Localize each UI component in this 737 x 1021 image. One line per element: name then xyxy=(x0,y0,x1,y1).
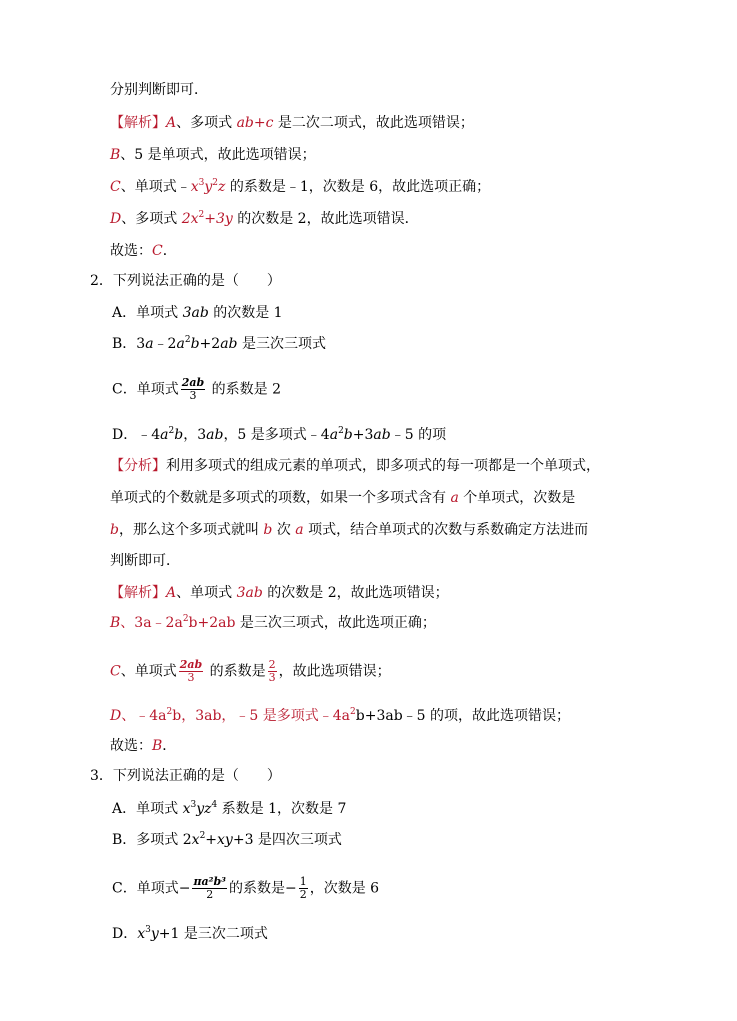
math-expr: 、﹣4a xyxy=(121,708,167,724)
analysis-tag: 【解析】 xyxy=(110,115,166,131)
analysis-line xyxy=(110,456,600,476)
option-c xyxy=(112,377,281,402)
math-expr: ab xyxy=(206,427,224,443)
text: +1 是三次二项式 xyxy=(158,926,268,942)
denominator: 2 xyxy=(299,888,307,901)
text: C．单项式− xyxy=(112,880,191,897)
text: ，5 是多项式﹣4 xyxy=(223,427,330,443)
text: A．单项式 xyxy=(112,801,183,817)
text: 的系数是 xyxy=(205,663,266,680)
text: 次 xyxy=(272,522,296,538)
solution-text-line xyxy=(110,177,490,197)
text: 利用多项式的组成元素的单项式，即多项式的每一项都是一个单项式， xyxy=(166,458,600,474)
text: 项式，结合单项式的次数与系数确定方法进而 xyxy=(303,522,589,538)
text: 系数是 1，次数是 7 xyxy=(217,801,347,817)
text: 2．下列说法正确的是（ ） xyxy=(90,273,281,289)
text: 的系数是 2 xyxy=(207,381,282,398)
text: 、单项式 xyxy=(120,663,177,680)
text: A．单项式 xyxy=(112,305,183,321)
math-expr: z xyxy=(204,801,212,817)
exponent: 2 xyxy=(338,426,344,436)
option-a xyxy=(112,303,283,323)
text: ﹣5 的项 xyxy=(390,427,447,443)
exponent: 2 xyxy=(182,614,189,624)
solution-text-line xyxy=(110,659,391,684)
text: ，次数是 6 xyxy=(309,880,380,897)
math-expr: b xyxy=(263,522,273,538)
math-expr: x xyxy=(182,801,191,817)
numerator: 2 xyxy=(268,658,276,671)
numerator: πa²b³ xyxy=(193,875,226,888)
math-expr: b+2ab xyxy=(188,615,236,631)
math-expr: 、3a﹣2a xyxy=(120,615,183,631)
math-expr: +3y xyxy=(204,211,233,227)
math-expr: ab xyxy=(220,336,238,352)
solution-text-line xyxy=(110,80,208,100)
text: 、单项式 xyxy=(176,585,237,601)
text: 是二次二项式，故此选项错误； xyxy=(273,115,474,131)
numerator: 1 xyxy=(299,875,307,888)
text: 分别判断即可． xyxy=(110,82,208,98)
option-b xyxy=(112,334,326,354)
math-expr: b xyxy=(174,427,184,443)
analysis-tag: 【分析】 xyxy=(110,458,166,474)
math-expr: 3ab xyxy=(236,585,263,601)
denominator: 2 xyxy=(206,888,214,901)
text: ． xyxy=(162,243,177,259)
fraction xyxy=(299,876,308,901)
math-expr: 2x xyxy=(181,211,199,227)
math-expr: z xyxy=(218,179,226,195)
text: D． xyxy=(112,926,138,942)
answer-line xyxy=(110,736,176,756)
option-a xyxy=(112,799,346,819)
option-letter: D xyxy=(110,211,122,227)
answer-letter: C xyxy=(152,243,163,259)
text: B．多项式 2 xyxy=(112,832,192,848)
math-expr: b xyxy=(110,522,119,538)
option-b xyxy=(112,830,342,850)
exponent: 2 xyxy=(166,707,173,717)
text: 单项式的个数就是多项式的项数，如果一个多项式含有 xyxy=(110,490,451,506)
text: +3 是四次三项式 xyxy=(232,832,342,848)
text: 的次数是 1 xyxy=(208,305,283,321)
text: b+3ab﹣5 的项，故此选项错误； xyxy=(355,708,571,724)
analysis-tag: 【解析】 xyxy=(110,585,166,601)
math-expr: x xyxy=(137,926,146,942)
text: ． xyxy=(162,738,177,754)
option-letter: B xyxy=(110,147,121,163)
solution-text-line xyxy=(110,145,316,165)
option-letter: D xyxy=(110,708,122,724)
text: 是三次三项式 xyxy=(237,336,326,352)
text: 个单项式，次数是 xyxy=(458,490,576,506)
text: 故选： xyxy=(110,243,152,259)
math-expr: ab+c xyxy=(236,115,274,131)
option-d xyxy=(112,425,446,445)
analysis-line xyxy=(110,551,180,571)
text: 的系数是﹣1，次数是 6，故此选项正确； xyxy=(225,179,491,195)
text: 是三次三项式，故此选项正确； xyxy=(235,615,436,631)
text: 的次数是 2，故此选项错误； xyxy=(262,585,449,601)
exponent: 2 xyxy=(350,707,356,717)
math-expr: a xyxy=(160,427,169,443)
text: 、多项式 xyxy=(121,211,182,227)
math-expr: b xyxy=(343,427,353,443)
text: 、多项式 xyxy=(176,115,237,131)
option-d xyxy=(112,924,268,944)
math-expr: a xyxy=(295,522,304,538)
math-expr: xy xyxy=(217,832,233,848)
math-expr: x xyxy=(190,179,199,195)
text: + xyxy=(205,832,218,848)
fraction xyxy=(268,659,277,684)
exponent: 2 xyxy=(212,178,219,188)
text: D．﹣4 xyxy=(112,427,161,443)
math-expr: a xyxy=(450,490,459,506)
math-expr: b xyxy=(190,336,200,352)
option-letter: C xyxy=(110,179,121,195)
analysis-line xyxy=(110,488,575,508)
math-expr: 3ab xyxy=(182,305,209,321)
exponent: 3 xyxy=(198,178,205,188)
text: 的次数是 2，故此选项错误． xyxy=(232,211,419,227)
exponent: 2 xyxy=(168,426,175,436)
exponent: 3 xyxy=(145,925,151,935)
text: 判断即可． xyxy=(110,553,180,569)
denominator: 3 xyxy=(189,389,197,402)
denominator: 3 xyxy=(187,671,195,684)
math-expr: a xyxy=(176,336,185,352)
option-c xyxy=(112,876,379,901)
text: 3．下列说法正确的是（ ） xyxy=(90,768,281,784)
numerator: 2ab xyxy=(179,658,203,671)
text: ，3 xyxy=(183,427,207,443)
math-expr: b，3ab，﹣5 是多项式﹣4a xyxy=(172,708,351,724)
exponent: 3 xyxy=(190,800,197,810)
option-letter: A xyxy=(166,115,177,131)
math-expr: x xyxy=(191,832,200,848)
exponent: 2 xyxy=(199,831,206,841)
math-expr: y xyxy=(150,926,159,942)
fraction xyxy=(192,876,227,901)
denominator: 3 xyxy=(268,671,276,684)
text: 、单项式﹣ xyxy=(120,179,191,195)
text: ，那么这个多项式就叫 xyxy=(118,522,264,538)
text: +3 xyxy=(352,427,374,443)
text: 故选： xyxy=(110,738,152,754)
text: C．单项式 xyxy=(112,381,179,398)
exponent: 2 xyxy=(198,210,205,220)
numerator: 2ab xyxy=(181,376,205,389)
answer-line xyxy=(110,241,177,261)
text: 的系数是− xyxy=(228,880,297,897)
text: B．3 xyxy=(112,336,146,352)
text: +2 xyxy=(199,336,221,352)
text: ，故此选项错误； xyxy=(278,663,391,680)
question-title xyxy=(90,271,281,291)
math-expr: a xyxy=(145,336,154,352)
option-letter: B xyxy=(110,615,121,631)
text: ﹣2 xyxy=(153,336,177,352)
option-letter: C xyxy=(110,663,121,680)
math-expr: y xyxy=(204,179,213,195)
fraction xyxy=(181,377,205,402)
math-expr: a xyxy=(329,427,339,443)
solution-text-line xyxy=(110,613,436,633)
exponent: 4 xyxy=(211,800,218,810)
solution-text-line xyxy=(110,113,474,133)
math-expr: y xyxy=(196,801,205,817)
analysis-line xyxy=(110,520,588,540)
fraction xyxy=(179,659,203,684)
solution-text-line xyxy=(110,209,419,229)
exponent: 2 xyxy=(184,335,191,345)
answer-letter: B xyxy=(152,738,163,754)
solution-text-line xyxy=(110,706,570,726)
option-letter: A xyxy=(166,585,177,601)
math-expr: ab xyxy=(373,427,391,443)
solution-text-line xyxy=(110,583,449,603)
question-title xyxy=(90,766,281,786)
text: 、5 是单项式，故此选项错误； xyxy=(120,147,316,163)
